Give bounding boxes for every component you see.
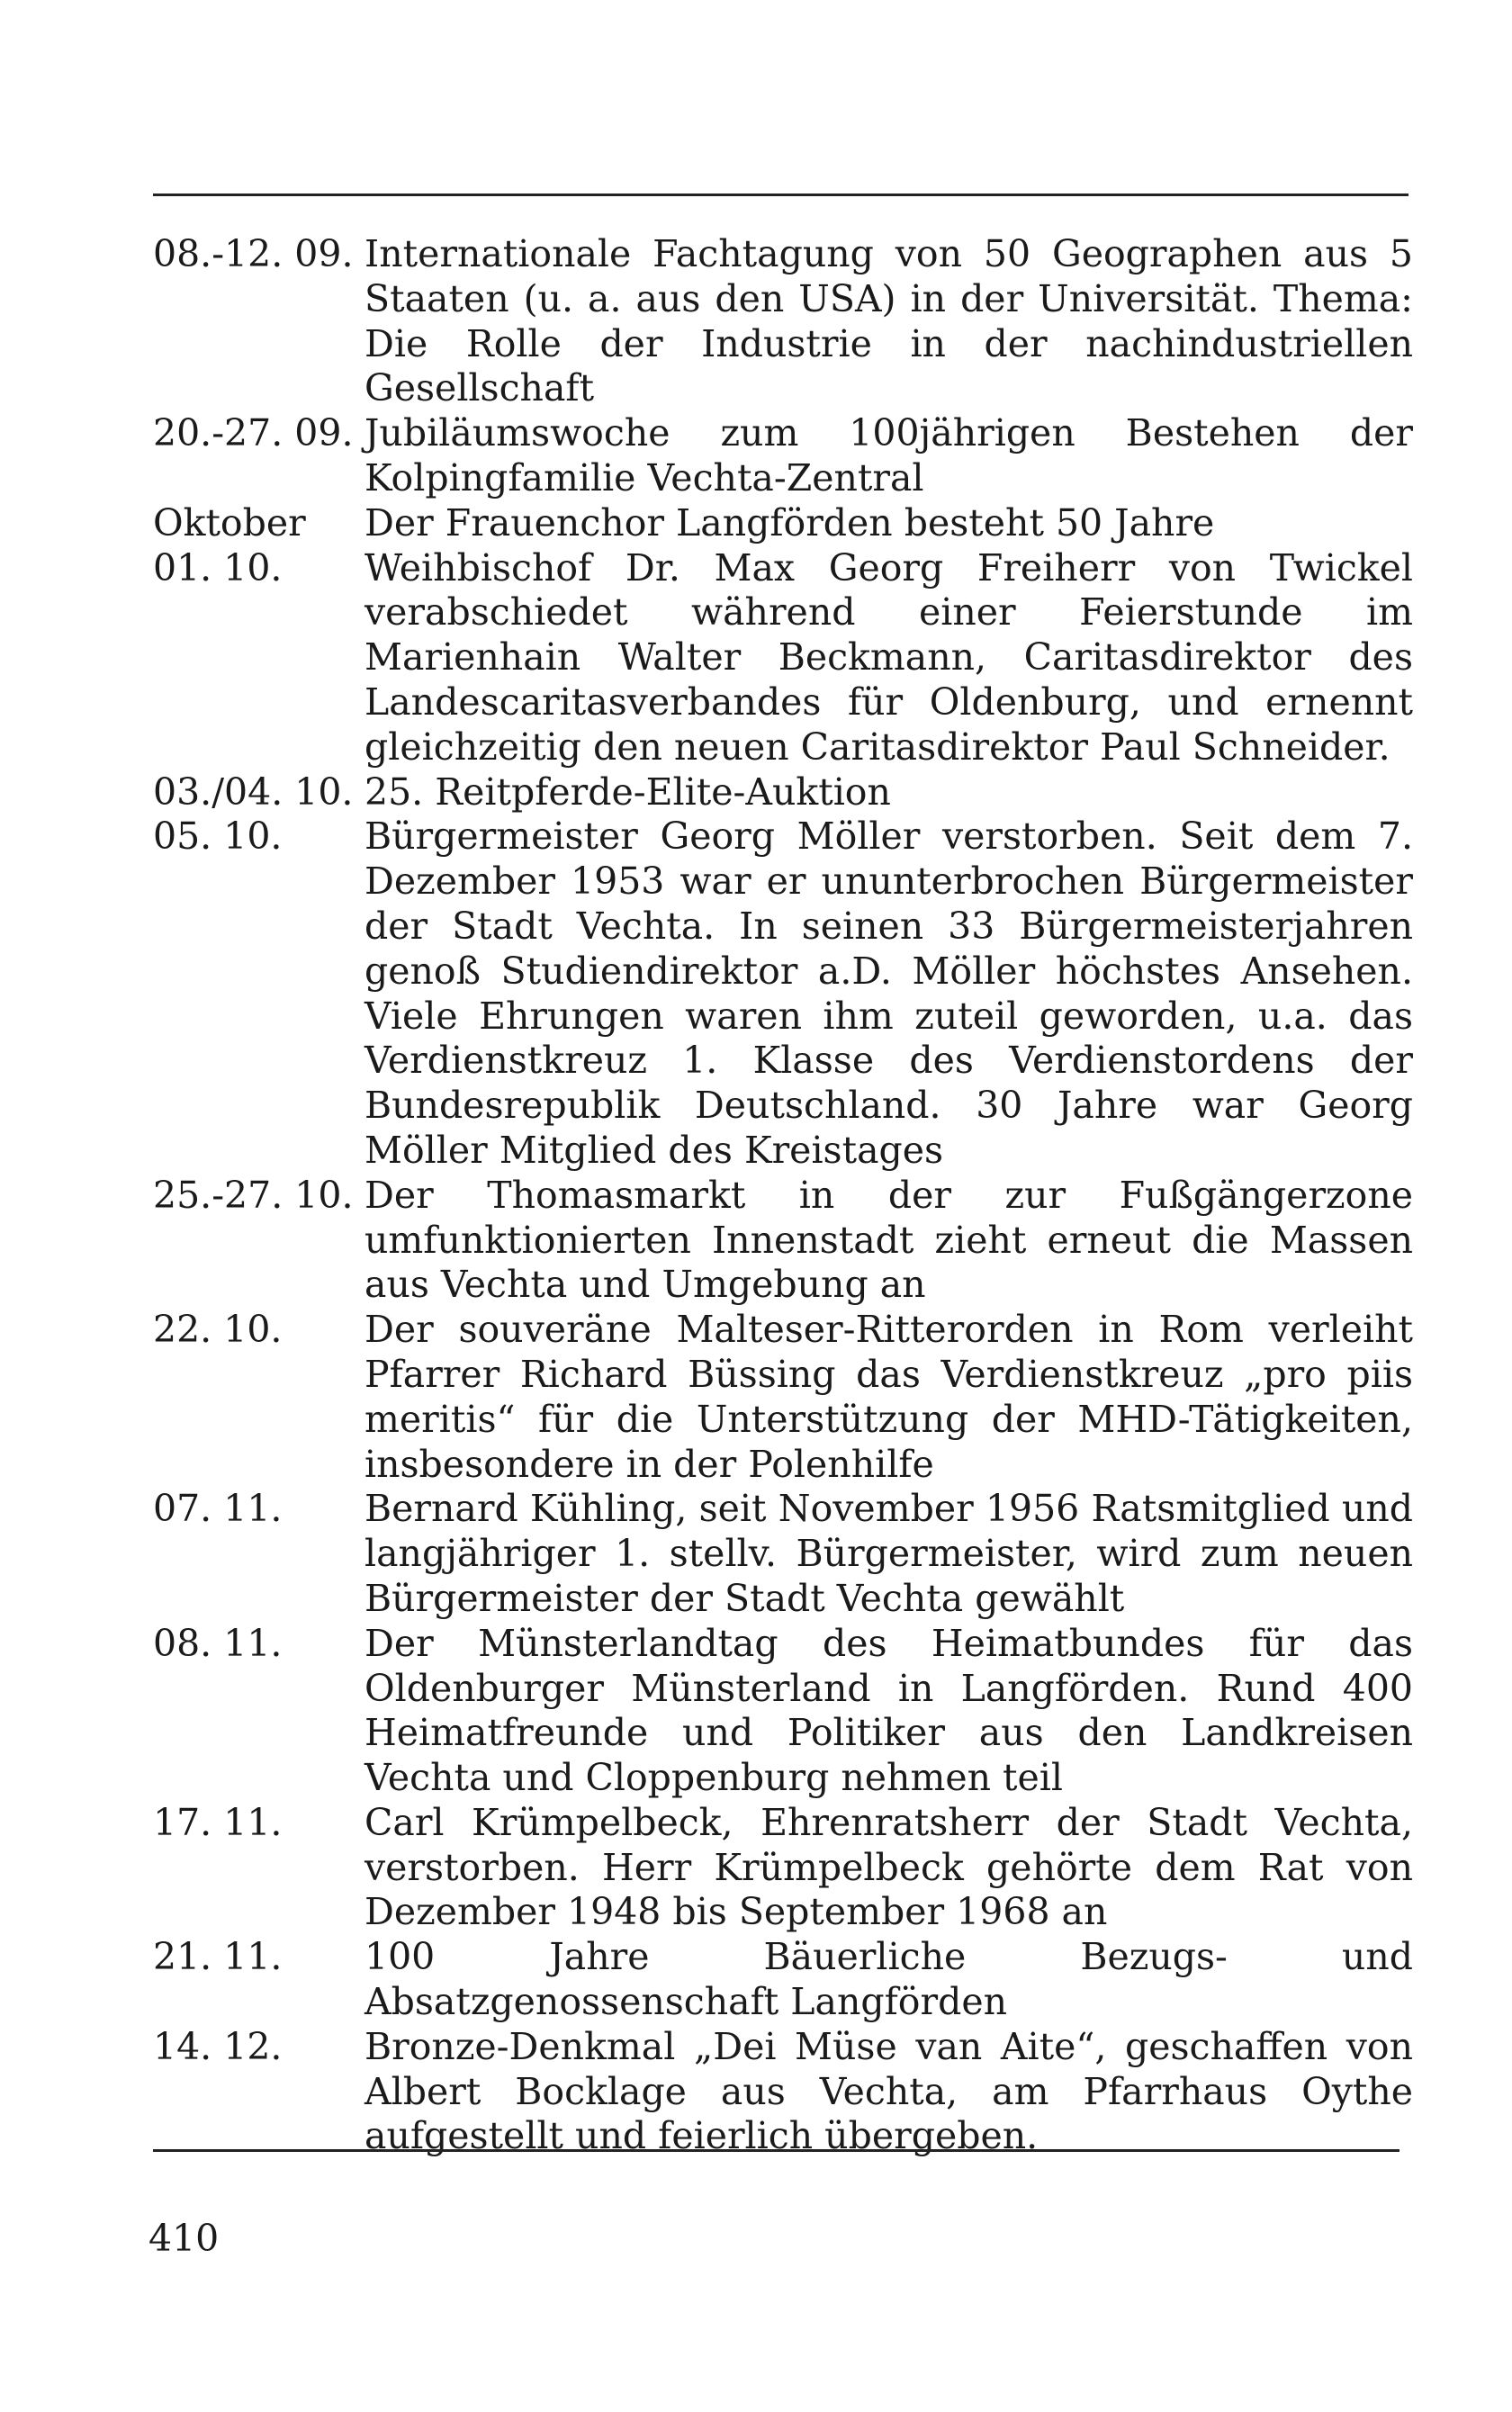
entry-text: Der Thomasmarkt in der zur Fußgängerzone umfunktionierten Innenstadt zieht erneut die Massen aus Vechta und Umgebung an [364, 1173, 1413, 1307]
entry-date: 22. 10. [153, 1308, 283, 1352]
chronicle-entry [153, 770, 1413, 815]
entry-date: Oktober [153, 500, 306, 544]
entry-text: Bürgermeister Georg Möller verstorben. Seit dem 7. Dezember 1953 war er ununterbrochen Bürgermeister der Stadt Vechta. In seinen 33 Bürgermeisterjahren genoß Studiendirektor a.D. Möller höchstes Ansehen. Viele Ehrungen waren ihm zuteil geworden, u.a. das Verdienstkreuz 1. Klasse des Verdienstordens der Bundesrepublik Deutschland. 30 Jahre war Georg Möller Mitglied des Kreistages [364, 814, 1413, 1172]
chronicle-entry [153, 1935, 1413, 2025]
chronicle-entry [153, 814, 1413, 1173]
chronicle-entry [153, 1174, 1413, 1308]
entry-text: Jubiläumswoche zum 100jährigen Bestehen der Kolpingfamilie Vechta-Zentral [364, 411, 1413, 500]
entry-text: Bernard Kühling, seit November 1956 Ratsmitglied und langjähriger 1. stellv. Bürgermeister, wird zum neuen Bürgermeister der Stadt Vechta gewählt [364, 1487, 1413, 1620]
entry-date: 08. 11. [153, 1621, 283, 1665]
chronicle-list [153, 232, 1413, 2159]
chronicle-entry [153, 1487, 1413, 1621]
entry-text: Carl Krümpelbeck, Ehrenratsherr der Stadt Vechta, verstorben. Herr Krümpelbeck gehörte dem Rat von Dezember 1948 bis September 1968 an [364, 1800, 1413, 1934]
entry-date: 05. 10. [153, 814, 283, 859]
entry-text: Weihbischof Dr. Max Georg Freiherr von Twickel verabschiedet während einer Feierstunde im Marienhain Walter Beckmann, Caritasdirektor des Landescaritasverbandes für Oldenburg, und ernennt gleichzeitig den neuen Caritasdirektor Paul Schneider. [364, 545, 1413, 769]
entry-date: 14. 12. [153, 2024, 283, 2068]
entry-date: 21. 11. [153, 1935, 283, 1979]
entry-text: Der Frauenchor Langförden besteht 50 Jahre [364, 500, 1215, 544]
entry-date: 01. 10. [153, 545, 283, 590]
entry-date: 08.-12. 09. [153, 232, 354, 275]
page-number: 410 [148, 2217, 220, 2260]
entry-date: 20.-27. 09. [153, 411, 354, 455]
chronicle-entry [153, 1308, 1413, 1487]
chronicle-entry [153, 2025, 1413, 2159]
entry-text: Bronze-Denkmal „Dei Müse van Aite“, geschaffen von Albert Bocklage aus Vechta, am Pfarrhaus Oythe aufgestellt und feierlich übergeben. [364, 2024, 1413, 2158]
chronicle-entry [153, 1801, 1413, 1935]
entry-date: 03./04. 10. [153, 770, 354, 814]
chronicle-entry [153, 232, 1413, 411]
entry-text: Internationale Fachtagung von 50 Geographen aus 5 Staaten (u. a. aus den USA) in der Universität. Thema: Die Rolle der Industrie in der nachindustriellen Gesellschaft [364, 232, 1413, 410]
entry-date: 25.-27. 10. [153, 1173, 354, 1217]
entry-text: Der Münsterlandtag des Heimatbundes für das Oldenburger Münsterland in Langförden. Rund 400 Heimatfreunde und Politiker aus den Landkreisen Vechta und Cloppenburg nehmen teil [364, 1621, 1413, 1800]
entry-text: 25. Reitpferde-Elite-Auktion [364, 770, 891, 814]
entry-date: 17. 11. [153, 1800, 283, 1844]
entry-text: Der souveräne Malteser-Ritterorden in Rom verleiht Pfarrer Richard Büssing das Verdienstkreuz „pro piis meritis“ für die Unterstützung der MHD-Tätigkeiten, insbesondere in der Polenhilfe [364, 1308, 1413, 1486]
chronicle-entry [153, 501, 1413, 546]
top-rule [153, 194, 1408, 196]
entry-text: 100 Jahre Bäuerliche Bezugs- und Absatzgenossenschaft Langförden [364, 1935, 1413, 2024]
bottom-rule [153, 2149, 1400, 2152]
chronicle-entry [153, 411, 1413, 501]
chronicle-entry [153, 546, 1413, 770]
entry-date: 07. 11. [153, 1487, 283, 1531]
chronicle-entry [153, 1622, 1413, 1801]
